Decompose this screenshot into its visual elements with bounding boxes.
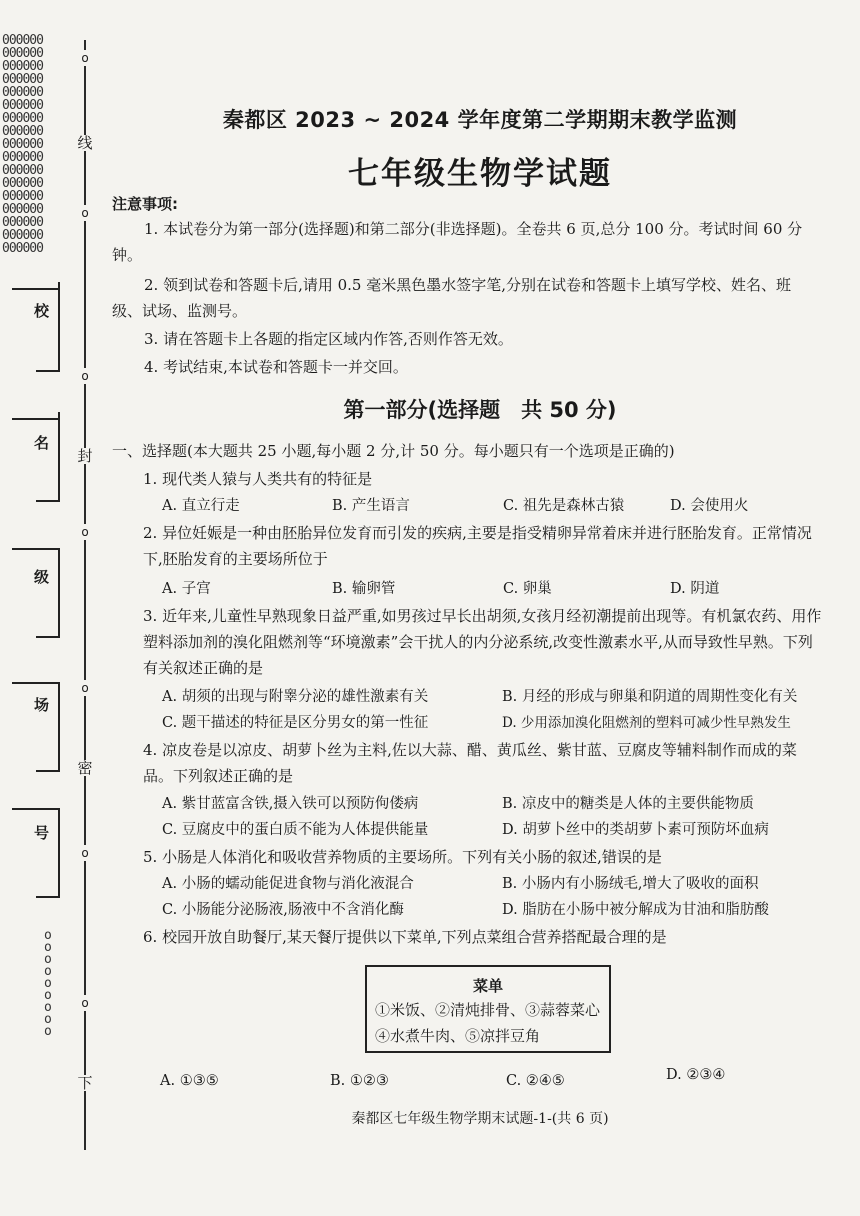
option: A. 胡须的出现与附睾分泌的雄性激素有关 (162, 689, 429, 705)
question-stem: 2. 异位妊娠是一种由胚胎异位发育而引发的疾病,主要是指受精卵异常着床并进行胚胎发育。正常情况下,胚胎发育的主要场所位于 (143, 524, 812, 568)
exam-title: 秦都区 2023 ~ 2024 学年度第二学期期末教学监测 (222, 108, 738, 132)
option: B. 月经的形成与卵巢和阴道的周期性变化有关 (502, 689, 798, 705)
option: D. ②③④ (666, 1067, 726, 1083)
menu-line: ④水煮牛肉、⑤凉拌豆角 (375, 1027, 541, 1045)
exam-subject: 七年级生物学试题 (348, 156, 612, 192)
section-intro: 一、选择题(本大题共 25 小题,每小题 2 分,计 50 分。每小题只有一个选项是正确的) (112, 442, 675, 460)
seal-mark-xian: 线 (77, 134, 93, 152)
binding-margin (0, 0, 110, 1216)
notice-heading: 注意事项: (112, 195, 178, 213)
seal-mark-mi: 密 (77, 759, 93, 777)
seal-dot: o (77, 680, 93, 696)
menu-box (365, 965, 611, 1053)
option: B. ①②③ (330, 1073, 389, 1089)
field-id-label: 号 (34, 824, 50, 842)
question-stem: 4. 凉皮卷是以凉皮、胡萝卜丝为主料,佐以大蒜、醋、黄瓜丝、紫甘蓝、豆腐皮等辅料制作而成的菜品。下列叙述正确的是 (143, 741, 797, 785)
option: C. 题干描述的特征是区分男女的第一性征 (162, 715, 429, 731)
menu-line: ①米饭、②清炖排骨、③蒜蓉菜心 (375, 1001, 601, 1019)
seal-dot: o (77, 524, 93, 540)
option: A. ①③⑤ (160, 1073, 219, 1089)
option: B. 凉皮中的糖类是人体的主要供能物质 (502, 796, 754, 812)
field-class-label: 级 (34, 568, 50, 586)
question-stem: 6. 校园开放自助餐厅,某天餐厅提供以下菜单,下列点菜组合营养搭配最合理的是 (143, 928, 667, 946)
question-stem: 5. 小肠是人体消化和吸收营养物质的主要场所。下列有关小肠的叙述,错误的是 (143, 848, 662, 866)
part-heading: 第一部分(选择题 共 50 分) (343, 398, 617, 422)
bubble-grid-top: 000000 000000 000000 000000 000000 000000 000000 000000 000000 000000 000000 000000 000000 000000 000000 000000 000000 (2, 34, 43, 256)
option: D. 阴道 (670, 581, 720, 597)
seal-dot: o (77, 368, 93, 384)
field-room-label: 场 (34, 696, 50, 714)
notice-item: 1. 本试卷分为第一部分(选择题)和第二部分(非选择题)。全卷共 6 页,总分 100 分。考试时间 60 分钟。 (112, 220, 803, 264)
page-footer: 秦都区七年级生物学期末试题-1-(共 6 页) (351, 1111, 609, 1127)
seal-mark-feng: 封 (77, 447, 93, 465)
option: B. 产生语言 (332, 498, 410, 514)
option: C. ②④⑤ (506, 1073, 565, 1089)
option: C. 祖先是森林古猿 (503, 498, 625, 514)
field-room-box (36, 682, 60, 772)
option: A. 紫甘蓝富含铁,摄入铁可以预防佝偻病 (162, 796, 419, 812)
seal-dot: o (77, 205, 93, 221)
seal-dot: o (77, 845, 93, 861)
field-school-label: 校 (34, 302, 50, 320)
menu-title: 菜单 (472, 977, 503, 995)
option: A. 小肠的蠕动能促进食物与消化液混合 (162, 876, 414, 892)
notice-item: 4. 考试结束,本试卷和答题卡一并交回。 (144, 358, 408, 376)
bubble-grid-bottom: o o o o o o o o o (44, 928, 52, 1039)
field-name-label: 名 (34, 434, 50, 452)
option: C. 小肠能分泌肠液,肠液中不含消化酶 (162, 902, 404, 918)
option: D. 胡萝卜丝中的类胡萝卜素可预防坏血病 (502, 822, 769, 838)
option: B. 输卵管 (332, 581, 396, 597)
option: C. 卵巢 (503, 581, 552, 597)
option: A. 子宫 (162, 581, 211, 597)
notice-item: 2. 领到试卷和答题卡后,请用 0.5 毫米黑色墨水签字笔,分别在试卷和答题卡上填写学校、姓名、班级、试场、监测号。 (112, 276, 792, 320)
option: D. 少用添加溴化阻燃剂的塑料可减少性早熟发生 (502, 715, 791, 731)
option: D. 会使用火 (670, 498, 749, 514)
seal-dot: o (77, 50, 93, 66)
option: C. 豆腐皮中的蛋白质不能为人体提供能量 (162, 822, 429, 838)
option: D. 脂肪在小肠中被分解成为甘油和脂肪酸 (502, 902, 769, 918)
field-class-box (36, 548, 60, 638)
question-stem: 1. 现代类人猿与人类共有的特征是 (143, 470, 373, 488)
field-school-box (36, 282, 60, 372)
field-id-box (36, 808, 60, 898)
seal-dot: o (77, 995, 93, 1011)
notice-item: 3. 请在答题卡上各题的指定区域内作答,否则作答无效。 (144, 330, 513, 348)
option: A. 直立行走 (162, 498, 240, 514)
field-name-box (36, 412, 60, 502)
question-stem: 3. 近年来,儿童性早熟现象日益严重,如男孩过早长出胡须,女孩月经初潮提前出现等。有机氯农药、用作塑料添加剂的溴化阻燃剂等“环境激素”会干扰人的内分泌系统,改变性激素水平,从而导致性早熟。下列有关叙述正确的是 (143, 607, 822, 677)
seal-mark-xia: 下 (77, 1074, 93, 1092)
option: B. 小肠内有小肠绒毛,增大了吸收的面积 (502, 876, 759, 892)
